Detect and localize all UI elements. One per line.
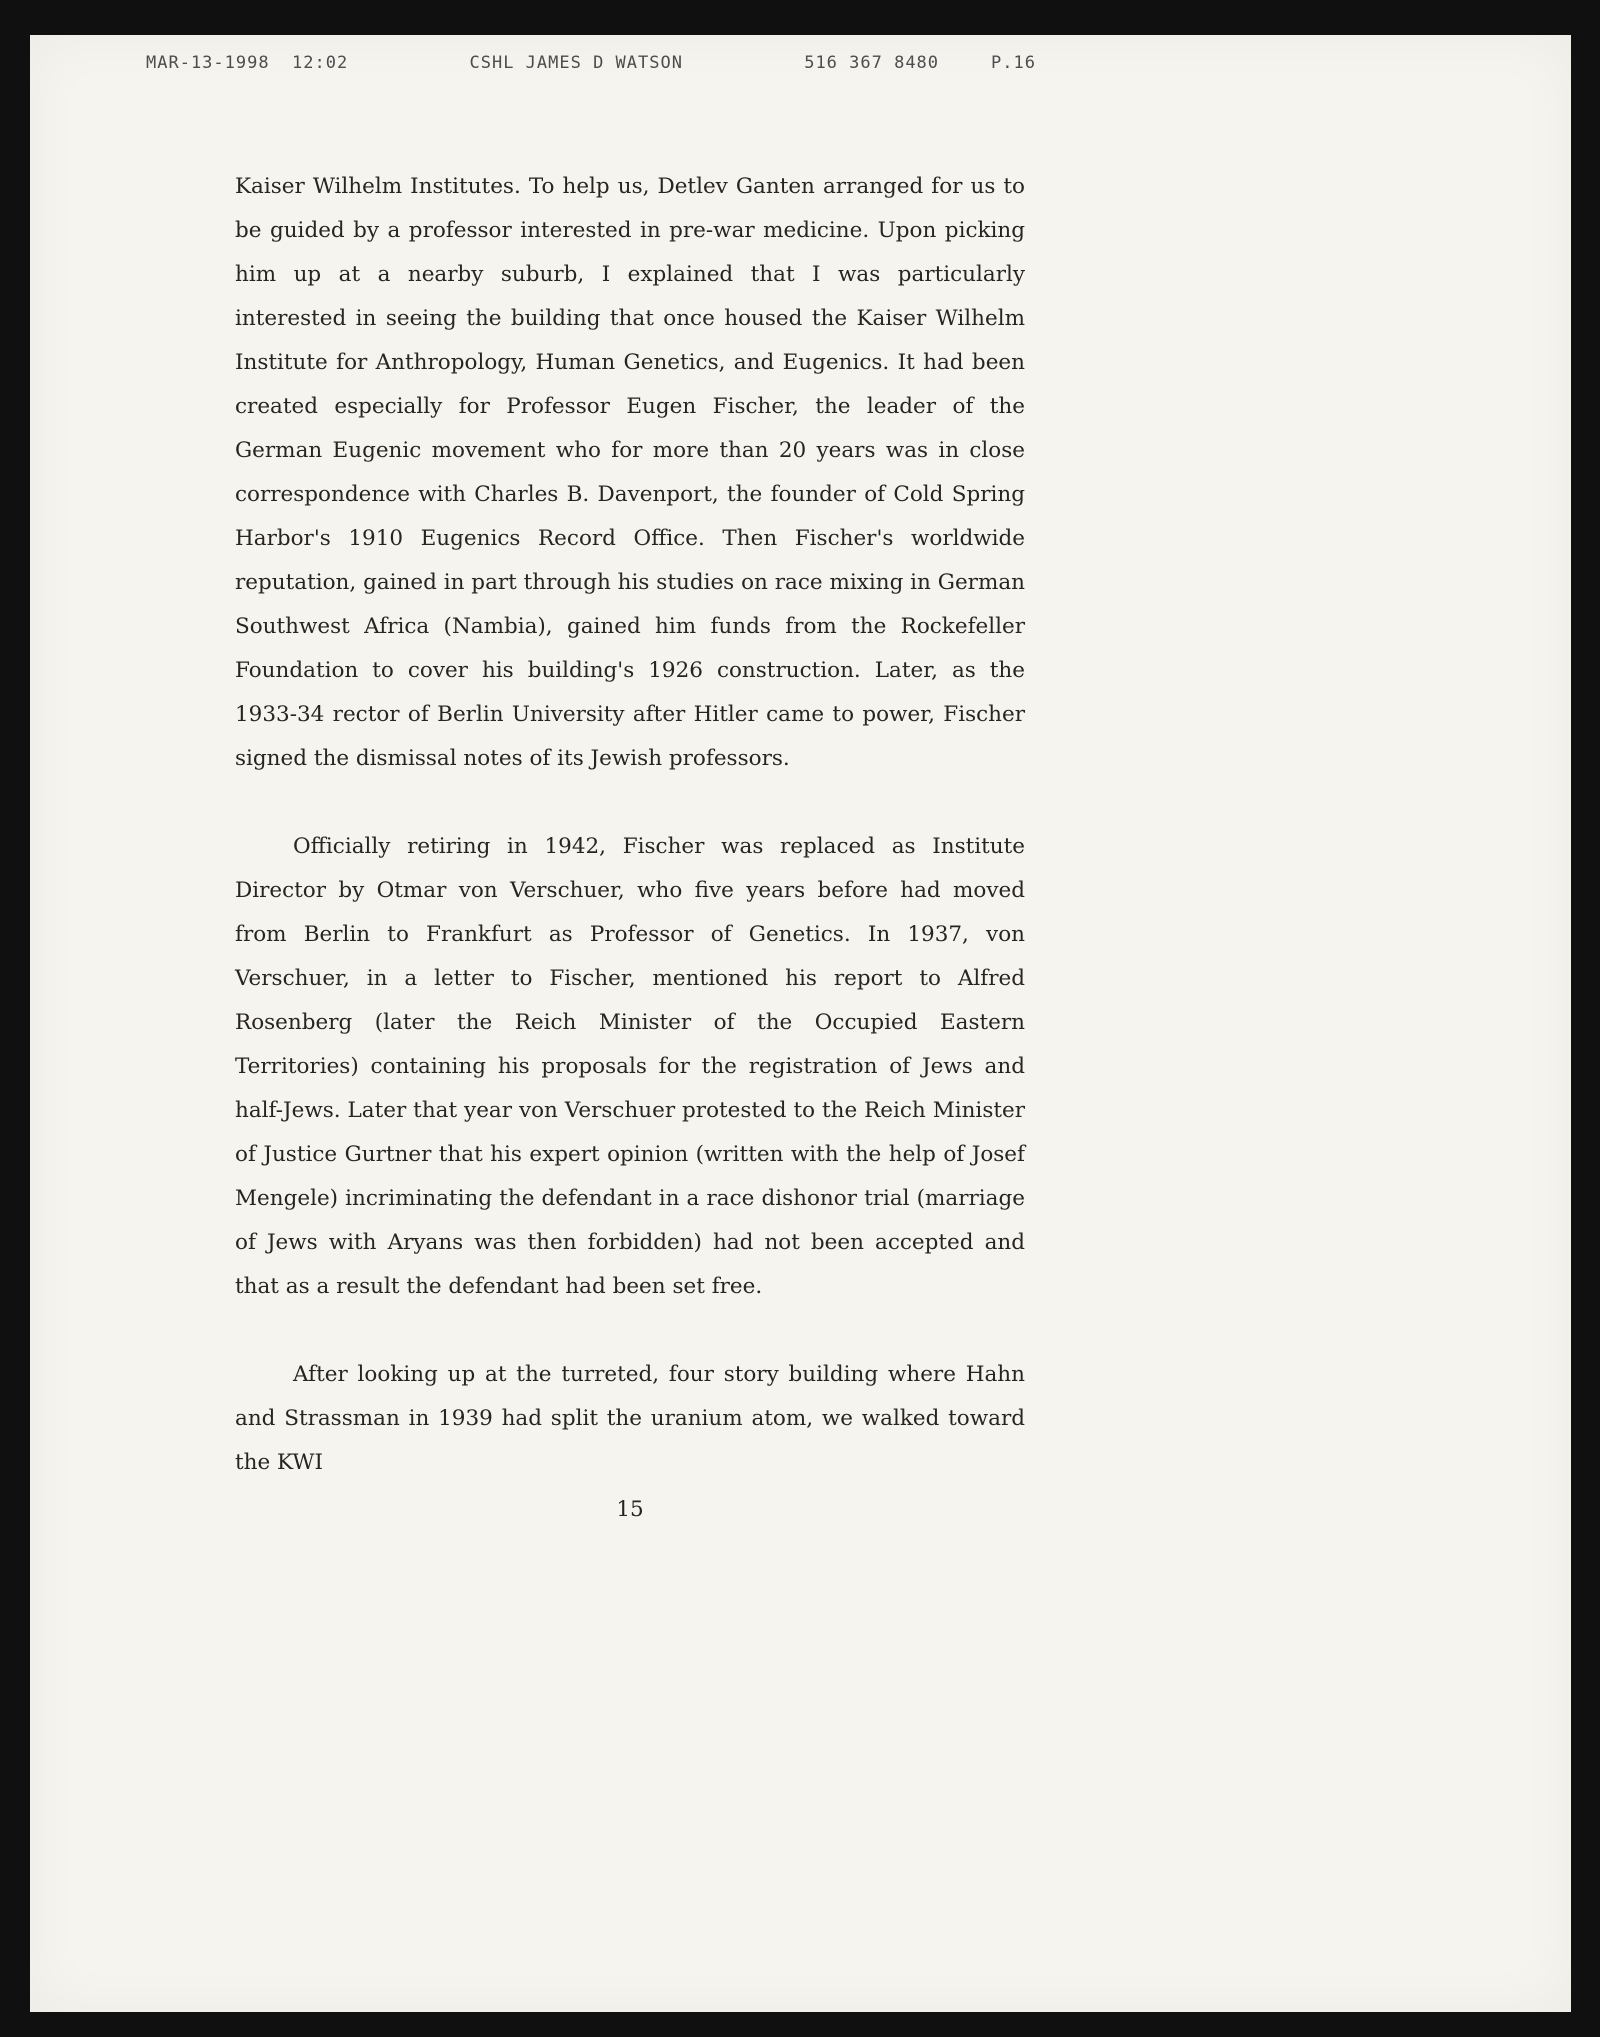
paragraph-kaiser-wilhelm: Kaiser Wilhelm Institutes. To help us, Detlev Ganten arranged for us to be guided by a professor interested in pre-war medicine. Upon picking him up at a nearby suburb, I explained that I was particularly interested in seeing the building that once housed the Kaiser Wilhelm Institute for Anthropology, Human Genetics, and Eugenics. It had been created especially for Professor Eugen Fischer, the leader of the German Eugenic movement who for more than 20 years was in close correspondence with Charles B. Davenport, the founder of Cold Spring Harbor's 1910 Eugenics Record Office. Then Fischer's worldwide reputation, gained in part through his studies on race mixing in German Southwest Africa (Nambia), gained him funds from the Rockefeller Foundation to cover his building's 1926 construction. Later, as the 1933-34 rector of Berlin University after Hitler came to power, Fischer signed the dismissal notes of its Jewish professors. <box>235 174 1025 771</box>
document-page <box>30 35 1571 2012</box>
fax-page-indicator: P.16 <box>991 53 1036 73</box>
paragraph-turreted-building: After looking up at the turreted, four story building where Hahn and Strassman in 1939 had split the uranium atom, we walked toward the KWI <box>235 1362 1025 1475</box>
fax-header <box>146 53 1036 73</box>
page-number: 15 <box>616 1497 644 1522</box>
document-body <box>235 165 1025 1485</box>
paragraph-fischer-retirement: Officially retiring in 1942, Fischer was replaced as Institute Director by Otmar von Verschuer, who five years before had moved from Berlin to Frankfurt as Professor of Genetics. In 1937, von Verschuer, in a letter to Fischer, mentioned his report to Alfred Rosenberg (later the Reich Minister of the Occupied Eastern Territories) containing his proposals for the registration of Jews and half-Jews. Later that year von Verschuer protested to the Reich Minister of Justice Gurtner that his expert opinion (written with the help of Josef Mengele) incriminating the defendant in a race dishonor trial (marriage of Jews with Aryans was then forbidden) had not been accepted and that as a result the defendant had been set free. <box>235 834 1025 1299</box>
fax-number: 516 367 8480 <box>804 53 940 73</box>
fax-right-group <box>804 53 1036 73</box>
fax-datetime: MAR-13-1998 12:02 <box>146 53 349 73</box>
fax-sender: CSHL JAMES D WATSON <box>469 53 683 73</box>
